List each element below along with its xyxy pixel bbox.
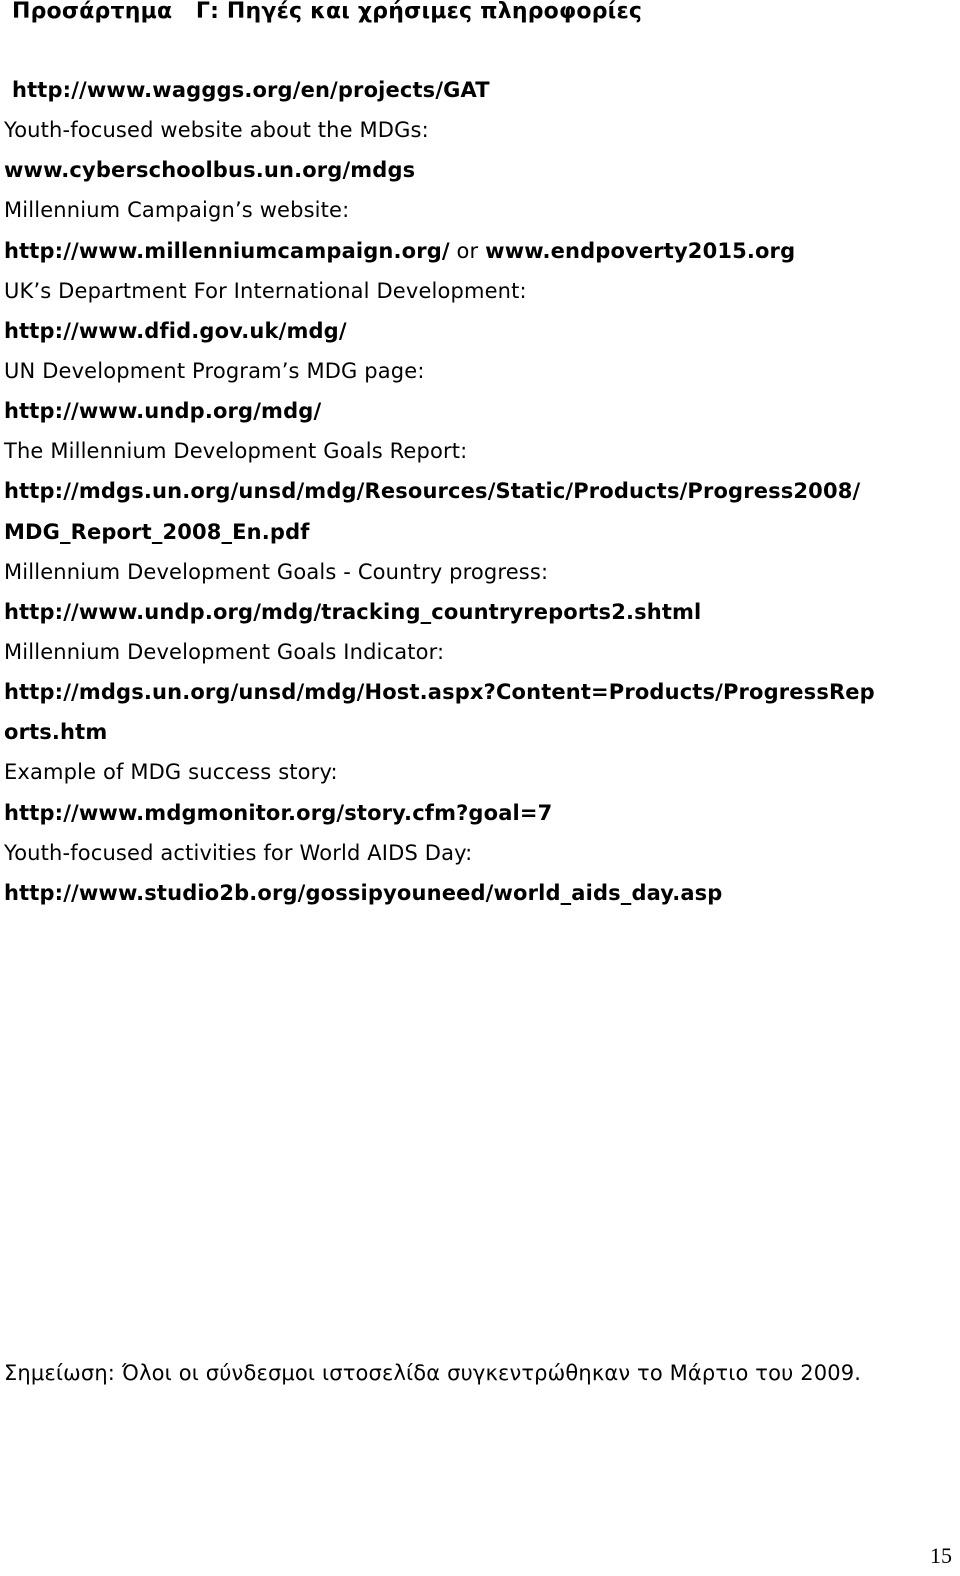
resource-line bbox=[4, 793, 954, 833]
mdg-report-label: The Millennium Development Goals Report: bbox=[4, 439, 468, 464]
resource-list bbox=[4, 70, 954, 913]
indicator-label: Millennium Development Goals Indicator: bbox=[4, 639, 445, 664]
page-number: 15 bbox=[930, 1543, 952, 1568]
indicator-link[interactable]: http://mdgs.un.org/unsd/mdg/Host.aspx?Content=Products/ProgressRep bbox=[4, 680, 875, 705]
resource-line bbox=[4, 512, 954, 552]
or-separator: or bbox=[449, 238, 486, 263]
undp-mdg-link[interactable]: http://www.undp.org/mdg/ bbox=[4, 399, 322, 424]
resource-line bbox=[4, 391, 954, 431]
dfid-label: UK’s Department For International Development: bbox=[4, 278, 527, 303]
success-story-label: Example of MDG success story: bbox=[4, 760, 338, 785]
country-progress-label: Millennium Development Goals - Country progress: bbox=[4, 559, 549, 584]
studio2b-link[interactable]: http://www.studio2b.org/gossipyouneed/world_aids_day.asp bbox=[4, 880, 723, 905]
resource-line bbox=[4, 712, 954, 752]
aids-day-label: Youth-focused activities for World AIDS Day: bbox=[4, 840, 473, 865]
resource-line bbox=[4, 231, 954, 271]
wagggs-link[interactable]: http://www.wagggs.org/en/projects/GAT bbox=[12, 78, 490, 102]
cyberschoolbus-link[interactable]: www.cyberschoolbus.un.org/mdgs bbox=[4, 158, 416, 183]
campaign-label: Millennium Campaign’s website: bbox=[4, 198, 350, 223]
resource-line bbox=[4, 311, 954, 351]
country-reports-link[interactable]: http://www.undp.org/mdg/tracking_countryreports2.shtml bbox=[4, 599, 702, 624]
mdg-report-link[interactable]: http://mdgs.un.org/unsd/mdg/Resources/Static/Products/Progress2008/ bbox=[4, 479, 861, 504]
resource-line bbox=[4, 70, 954, 110]
mdgmonitor-link[interactable]: http://www.mdgmonitor.org/story.cfm?goal=7 bbox=[4, 800, 553, 825]
resource-line bbox=[4, 873, 954, 913]
youth-site-label: Youth-focused website about the MDGs: bbox=[4, 118, 429, 143]
indicator-link-continued[interactable]: orts.htm bbox=[4, 720, 108, 745]
resource-line bbox=[4, 672, 954, 712]
millennium-campaign-link[interactable]: http://www.millenniumcampaign.org/ bbox=[4, 238, 450, 263]
mdg-report-link-continued[interactable]: MDG_Report_2008_En.pdf bbox=[4, 519, 310, 544]
footnote: Σημείωση: Όλοι οι σύνδεσμοι ιστοσελίδα συγκεντρώθηκαν το Μάρτιο του 2009. bbox=[4, 1361, 862, 1385]
endpoverty-link[interactable]: www.endpoverty2015.org bbox=[485, 238, 796, 263]
resource-line bbox=[4, 471, 954, 511]
resource-line bbox=[4, 150, 954, 190]
appendix-heading: Προσάρτημα Γ: Πηγές και χρήσιμες πληροφορίες bbox=[12, 0, 643, 24]
resource-line bbox=[4, 592, 954, 632]
undp-label: UN Development Program’s MDG page: bbox=[4, 358, 425, 383]
dfid-link[interactable]: http://www.dfid.gov.uk/mdg/ bbox=[4, 318, 347, 343]
